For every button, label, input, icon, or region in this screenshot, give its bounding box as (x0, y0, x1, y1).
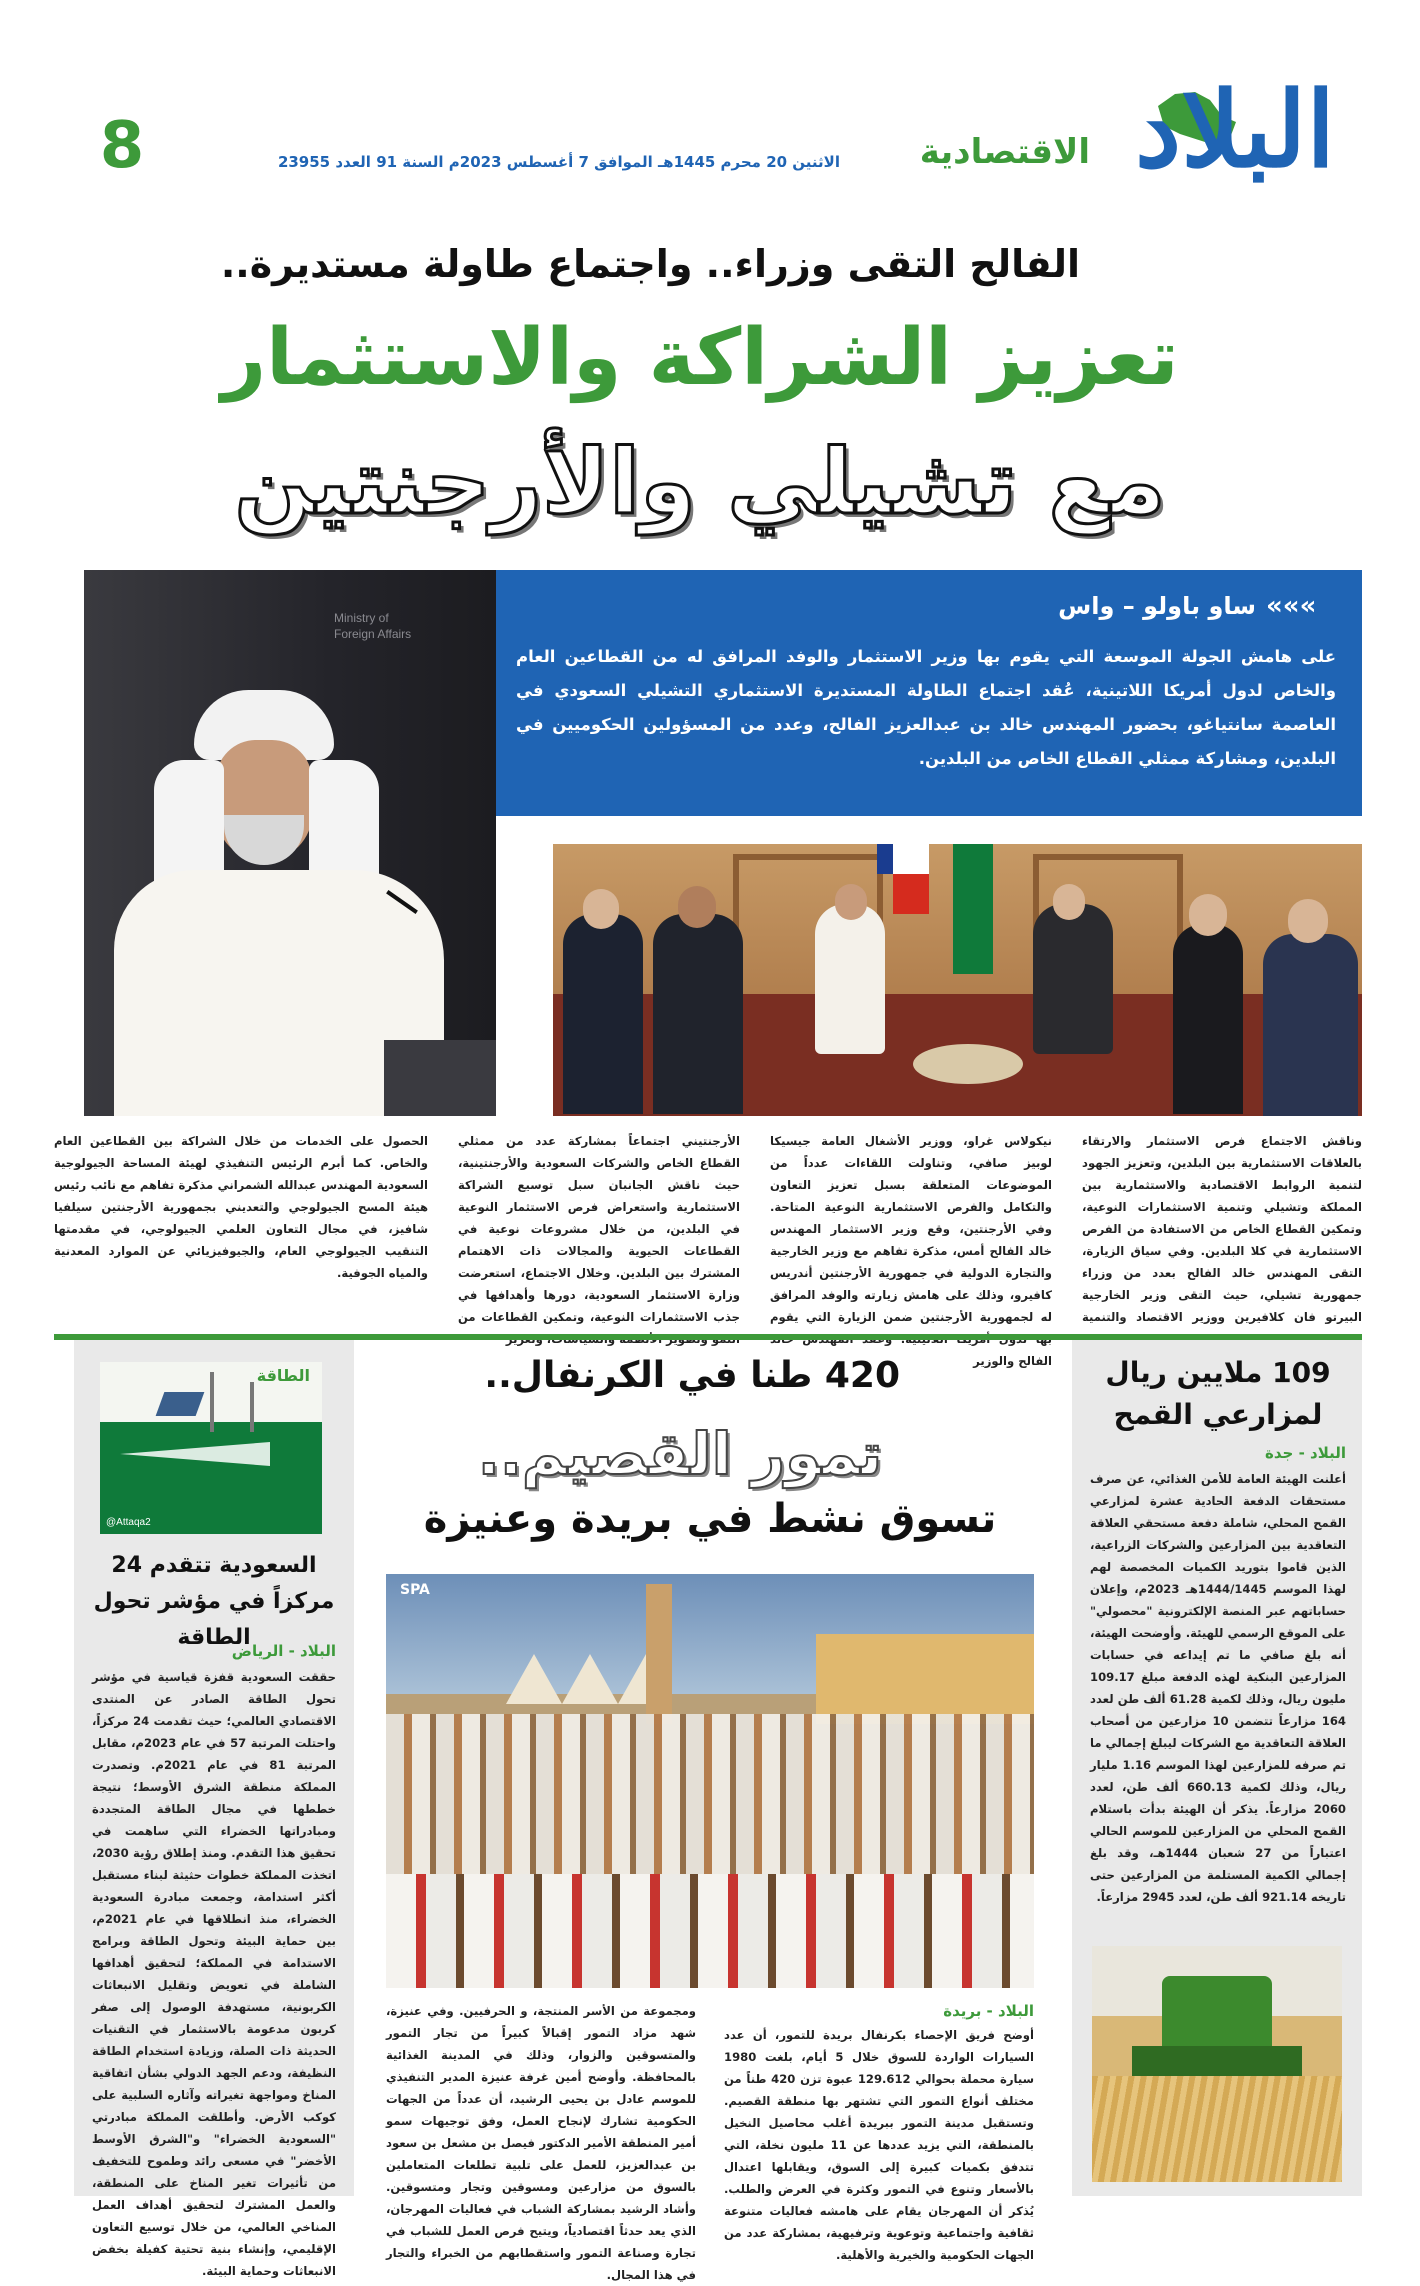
page-number: 8 (99, 109, 145, 183)
masthead (0, 0, 1420, 200)
dateline: الاثنين 20 محرم 1445هـ الموافق 7 أغسطس 2023م السنة 91 العدد 23955 (277, 153, 840, 171)
lead-byline: ساو باولو – واس (1058, 592, 1256, 620)
energy-body (92, 1666, 337, 2278)
lead-column-4 (54, 1130, 428, 1310)
section-title: الاقتصادية (919, 132, 1090, 172)
byline-chevrons-icon: ««« (1266, 591, 1317, 621)
dates-column-right-text: أوضح فريق الإحصاء بكرنفال بريدة للتمور، أن عدد السيارات الواردة للسوق خلال 5 أيام، بلغت 1980 سيارة محملة بحوالي 129.612 عبوة تزن 420 طناً من مختلف أنواع التمور التي تشتهر بها منطقة القصيم. وتستقبل مدينة التمور ببريدة أغلب محاصيل النخيل بالمنطقة، التي يزيد عددها عن 11 مليون نخلة، التي تتدفق بكميات كبيرة إلى السوق، ويقابلها اعتدال بالأسعار وتنوع في التمور وكثرة في العرض والطلب. يُذكر أن المهرجان يقام على هامشه فعاليات متنوعة ثقافية واجتماعية وتوعوية وترفيهية، بمشاركة عدد من الجهات الحكومية والخيرية والأهلية. (724, 2028, 1034, 2262)
energy-source: البلاد - الرياض (231, 1642, 336, 1660)
meeting-photo (553, 844, 1362, 1116)
lead-column-2-text: نيكولاس غراو، ووزير الأشغال العامة جيسيكا لوبيز صافي، وتناولت اللقاءات عدداً من الموضوعات المتعلقة بسبل تعزيز التعاون والتكامل والفرص الاستثمارية النوعية المتاحة. وفي الأرجنتين، وقع وزير الاستثمار المهندس خالد الفالح أمس، مذكرة تفاهم مع وزير الخارجية والتجارة الدولية في جمهورية الأرجنتين أندريس كافيرو، وذلك على هامش زيارته والوفد المرافق له لجمهورية الأرجنتين ضمن الزيارة التي يقوم الفالح والوزير (770, 1134, 1052, 1368)
intro-box (496, 570, 1362, 816)
dates-headline-2: تسوق نشط في بريدة وعنيزة (423, 1496, 997, 1542)
dates-kicker: 420 طنا في الكرنفال.. (484, 1355, 900, 1396)
energy-graphic-handle: @Attaqa2 (106, 1517, 151, 1528)
wall-sign: Ministry of Foreign Affairs (334, 611, 412, 641)
energy-headline: السعودية تتقدم 24 مركزاً في مؤشر تحول الطاقة (93, 1553, 335, 1650)
wheat-body (1090, 1468, 1346, 1928)
lead-column-1-text: وناقش الاجتماع فرص الاستثمار والارتقاء بالعلاقات الاستثمارية بين البلدين، وتعزيز الجهود لتنمية الروابط الاقتصادية والاستثمارية بين المملكة وتشيلي وتنمية الاستثمارات النوعية، وتمكين القطاع الخاص من الاستفادة من الفرص الاستثمارية في كلا البلدين. وفي سياق الزيارة، التقى المهندس خالد الفالح بعدد من وزراء جمهورية تشيلي، حيث التقى وزير الخارجية البيرتو فان كلافيرين ووزير الاقتصاد والتنمية (1082, 1134, 1362, 1324)
dates-column-left-text: ومجموعة من الأسر المنتجة، و الحرفيين. وفي عنيزة، شهد مزاد التمور إقبالاً كبيراً من تجار التمور والمتسوقين والزوار، وذلك في المدينة الغذائية بالمحافظة. وأوضح أمين غرفة عنيزة المدير التنفيذي للموسم عادل بن يحيى الرشيد، أن عدداً من الجهات الحكومية تشارك لإنجاح العمل، وفق توجيهات سمو أمير المنطقة الأمير الدكتور فيصل بن مشعل بن سعود بن عبدالعزيز، للعمل على تلبية تطلعات المتعاملين بالسوق من مزارعين ومسوقين وتجار ومتسوقين. وأشاد الرشيد بمشاركة الشباب في فعاليات المهرجان، الذي يعد حدثاً اقتصادياً، ويتيح فرص العمل للشباب في تجارة وصناعة التمور واستقطابهم من الخبراء والتجار في هذا المجال. (386, 2004, 696, 2282)
dates-source: البلاد - بريدة (943, 2002, 1034, 2020)
wheat-source: البلاد - جدة (1265, 1444, 1346, 1462)
minister-portrait-photo (84, 570, 496, 1116)
wheat-body-text: أعلنت الهيئة العامة للأمن الغذائي، عن صرف مستحقات الدفعة الحادية عشرة لمزارعي القمح المحلي، شاملة دفعة مستحقي العلاقة التعاقدية بين المزارعين والشركات الزراعية، الذين قاموا بتوريد الكميات المخصصة لهم لهذا الموسم 1444/1445هـ 2023م، وإعلان حساباتهم عبر المنصة الإلكترونية "محصولي" على الموقع الرسمي للهيئة. وأوضحت الهيئة، أنه بلغ صافي ما تم إيداعه في حسابات المزارعين البنكية لهذه الدفعة مبلغ 109.17 مليون ريال، وذلك لكمية 61.28 ألف طن لعدد 164 مزارعاً تتضمن 10 مزارعين من أصحاب العلاقة التعاقدية مع الشركات ليبلغ إجمالي ما تم صرفه للمزارعين لهذا الموسم 1.16 مليار ريال، وذلك لكمية 660.13 ألف طن، لعدد 2060 مزارعاً. يذكر أن الهيئة بدأت باستلام القمح المحلي من المزارعين للموسم الحالي اعتباراً من 27 شعبان 1444هـ، وقد بلغ إجمالي الكمية المستلمة من المزارعين حتى تاريخه 921.14 ألف طن، لعدد 2945 مزارعاً. (1090, 1472, 1346, 1904)
lead-column-3-text: الأرجنتيني اجتماعاً بمشاركة عدد من ممثلي القطاع الخاص والشركات السعودية والأرجنتينية، حيث ناقش الجانبان سبل توسيع الشراكة الاستثمارية واستعراض فرص الاستثمار النوعية في البلدين، من خلال مشروعات نوعية في القطاعات الحيوية والمجالات ذات الاهتمام المشترك بين البلدين. وخلال الاجتماع، استعرضت وزارة الاستثمار السعودية، دورها وأهدافها في جذب الاستثمارات النوعية، وتمكين القطاعات من (458, 1134, 740, 1324)
dates-column-right (724, 2024, 1034, 2262)
harvester-photo (1092, 1946, 1342, 2182)
energy-body-text: حققت السعودية قفزة قياسية في مؤشر تحول الطاقة الصادر عن المنتدى الاقتصادي العالمي؛ حيث تقدمت 24 مركزاً، واحتلت المرتبة 57 في عام 2023م، مقابل المرتبة 81 في عام 2021م. وتصدرت المملكة منطقة الشرق الأوسط؛ نتيجة خططها في مجال الطاقة المتجددة ومبادراتها الخضراء التي ساهمت في تحقيق هذا التقدم. ومنذ إطلاق رؤية 2030، اتخذت المملكة خطوات حثيثة لبناء مستقبل أكثر استدامة، وجمعت مبادرة السعودية الخضراء، منذ انطلاقها في عام 2021م، بين حماية البيئة وتحول الطاقة وبرامج الاستدامة في المملكة؛ لتحقيق أهدافها الشاملة في تعويض وتقليل الانبعاثات الكربونية، مستهدفة الوصول إلى صفر كربون مدعومة بالاستثمار في التقنيات الحديثة ذات الصلة، وزيادة استخدام الطاقة النظيفة، ودعم الجهد الدولي بشأن اتفاقية المناخ ومواجهة تغيراته وآثاره السلبية على كوكب الأرض. وأطلقت المملكة مبادرتي "السعودية الخضراء" و"الشرق الأوسط الأخضر" في مسعى رائد وطموح للتخفيف من تأثيرات تغير المناخ على المنطقة، والعمل المشترك لتحقيق أهداف العمل المناخي العالمي، من خلال توسيع التعاون الإقليمي، وإنشاء بنية تحتية كفيلة بخفض الانبعاثات وحماية البيئة. (92, 1670, 337, 2278)
dates-market-photo (386, 1574, 1034, 1988)
photo-watermark: SPA (400, 1582, 430, 1598)
dates-headline-1: تمور القصيم.. (477, 1420, 883, 1488)
lead-column-3 (458, 1130, 740, 1324)
energy-graphic (100, 1362, 322, 1534)
dates-column-left (386, 2000, 696, 2282)
lead-intro: على هامش الجولة الموسعة التي يقوم بها وزير الاستثمار والوفد المرافق له من القطاعين العام والخاص لدول أمريكا اللاتينية، عُقد اجتماع الطاولة المستديرة الاستثماري التشيلي السعودي في العاصمة سانتياغو، بحضور المهندس خالد بن عبدالعزيز الفالح، وعدد من المسؤولين الحكوميين في البلدين، ومشاركة ممثلي القطاع الخاص من البلدين. (516, 647, 1336, 768)
lead-column-4-text: الحصول على الخدمات من خلال الشراكة بين القطاعين العام والخاص. كما أبرم الرئيس التنفيذي لهيئة المساحة الجيولوجية السعودية المهندس عبدالله الشمراني مذكرة تفاهم مع نائب رئيس هيئة المسح الجيولوجي والتعديني بجمهورية الأرجنتين سيلفيا شافيز، في مجال التعاون العلمي الجيولوجي، في مقدمتها التنقيب الجيولوجي العام، والجيوفيزيائي عن الموارد المعدنية والمياه الجوفية. (54, 1134, 428, 1280)
lead-column-1 (1082, 1130, 1362, 1324)
lead-headline-1: تعزيز الشراكة والاستثمار (221, 313, 1179, 403)
wheat-headline: 109 ملايين ريال لمزارعي القمح (1105, 1356, 1331, 1431)
lead-column-2 (770, 1130, 1052, 1368)
logo: البلاد (1134, 68, 1336, 191)
energy-graphic-title: الطاقة (256, 1366, 310, 1385)
lead-kicker: الفالح التقى وزراء.. واجتماع طاولة مستديرة.. (220, 242, 1080, 286)
lead-headline-2: مع تشيلي والأرجنتين (234, 430, 1166, 535)
